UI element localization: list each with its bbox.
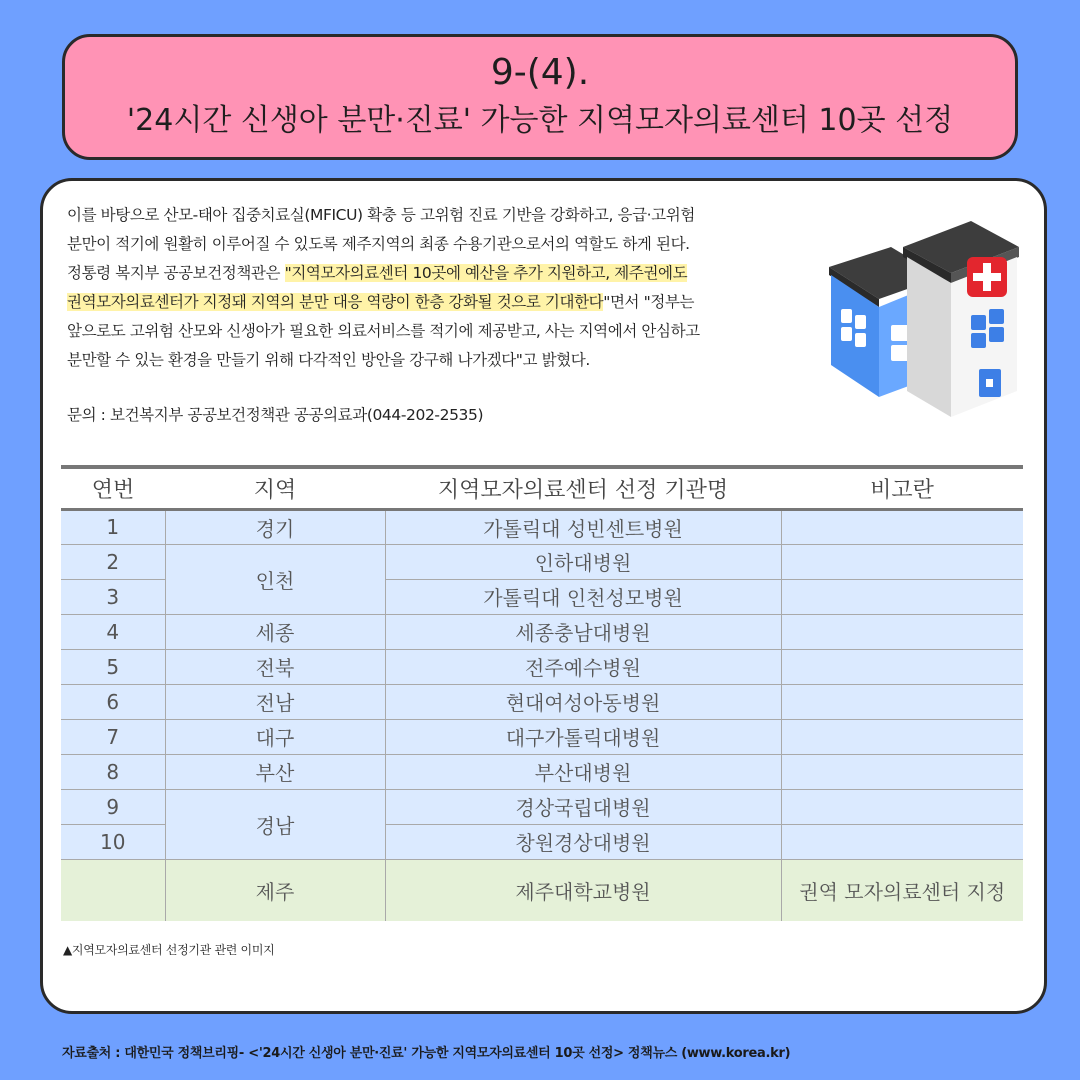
body-text: "면서 "정부는 xyxy=(603,293,695,311)
cell-no: 2 xyxy=(61,544,165,579)
cell-note xyxy=(781,789,1023,824)
cell-region: 전남 xyxy=(165,684,385,719)
cell-center-name: 인하대병원 xyxy=(385,544,781,579)
header-region: 지역 xyxy=(165,467,385,509)
body-line: 앞으로도 고위험 산모와 신생아가 필요한 의료서비스를 적기에 제공받고, 사는 지역에서 안심하고 xyxy=(67,322,700,340)
body-text: 정통령 복지부 공공보건정책관은 xyxy=(67,264,285,282)
cell-region: 전북 xyxy=(165,649,385,684)
cell-center-name: 현대여성아동병원 xyxy=(385,684,781,719)
cell-no: 1 xyxy=(61,509,165,544)
cell-note xyxy=(781,754,1023,789)
body-line: 분만할 수 있는 환경을 만들기 위해 다각적인 방안을 강구해 나가겠다"고 밝혔다. xyxy=(67,351,590,369)
table-row xyxy=(61,789,1023,824)
table-row xyxy=(61,614,1023,649)
cell-note: 권역 모자의료센터 지정 xyxy=(781,859,1023,921)
body-line: 이를 바탕으로 산모-태아 집중치료실(MFICU) 확충 등 고위험 진료 기반을 강화하고, 응급·고위험 xyxy=(67,206,695,224)
cell-no: 3 xyxy=(61,579,165,614)
cell-center-name: 부산대병원 xyxy=(385,754,781,789)
table-header-row xyxy=(61,467,1023,509)
cell-center-name: 가톨릭대 인천성모병원 xyxy=(385,579,781,614)
cell-center-name: 경상국립대병원 xyxy=(385,789,781,824)
header-center-name: 지역모자의료센터 선정 기관명 xyxy=(385,467,781,509)
cell-center-name: 제주대학교병원 xyxy=(385,859,781,921)
body-line: 분만이 적기에 원활히 이루어질 수 있도록 제주지역의 최종 수용기관으로서의 역할도 하게 된다. xyxy=(67,235,690,253)
cell-note xyxy=(781,684,1023,719)
cell-note xyxy=(781,509,1023,544)
cell-no: 7 xyxy=(61,719,165,754)
cell-note xyxy=(781,614,1023,649)
cell-region: 인천 xyxy=(165,544,385,614)
cell-center-name: 창원경상대병원 xyxy=(385,824,781,859)
body-line xyxy=(67,259,833,288)
cell-region: 세종 xyxy=(165,614,385,649)
cell-note xyxy=(781,824,1023,859)
quote-highlight: 권역모자의료센터가 지정돼 지역의 분만 대응 역량이 한층 강화될 것으로 기대한다 xyxy=(67,293,604,311)
article-body xyxy=(67,201,833,375)
cell-no: 5 xyxy=(61,649,165,684)
cell-center-name: 가톨릭대 성빈센트병원 xyxy=(385,509,781,544)
body-line xyxy=(67,288,833,317)
table-row-jeju xyxy=(61,859,1023,921)
section-number: 9-(4). xyxy=(490,52,590,93)
title-banner xyxy=(62,34,1018,160)
cell-region: 경기 xyxy=(165,509,385,544)
cell-no xyxy=(61,859,165,921)
cell-note xyxy=(781,719,1023,754)
center-table xyxy=(61,465,1023,921)
content-card xyxy=(40,178,1047,1014)
cell-no: 6 xyxy=(61,684,165,719)
contact-info: 문의 : 보건복지부 공공보건정책관 공공의료과(044-202-2535) xyxy=(67,406,484,424)
table-row xyxy=(61,684,1023,719)
image-caption: ▲지역모자의료센터 선정기관 관련 이미지 xyxy=(63,943,275,957)
table-row xyxy=(61,649,1023,684)
cell-no: 9 xyxy=(61,789,165,824)
page-title: '24시간 신생아 분만·진료' 가능한 지역모자의료센터 10곳 선정 xyxy=(126,103,954,138)
cell-no: 8 xyxy=(61,754,165,789)
hospital-building-icon xyxy=(821,207,1021,417)
cell-center-name: 대구가톨릭대병원 xyxy=(385,719,781,754)
table-row xyxy=(61,544,1023,579)
cell-region: 대구 xyxy=(165,719,385,754)
source-credit: 자료출처 : 대한민국 정책브리핑- <'24시간 신생아 분만·진료' 가능한 지역모자의료센터 10곳 선정> 정책뉴스 (www.korea.kr) xyxy=(62,1046,791,1061)
cell-note xyxy=(781,579,1023,614)
cell-center-name: 세종충남대병원 xyxy=(385,614,781,649)
cell-no: 4 xyxy=(61,614,165,649)
table-row xyxy=(61,719,1023,754)
header-note: 비고란 xyxy=(781,467,1023,509)
table-row xyxy=(61,754,1023,789)
table-row xyxy=(61,509,1023,544)
cell-region: 경남 xyxy=(165,789,385,859)
cell-region: 부산 xyxy=(165,754,385,789)
cell-center-name: 전주예수병원 xyxy=(385,649,781,684)
quote-highlight: "지역모자의료센터 10곳에 예산을 추가 지원하고, 제주권에도 xyxy=(284,264,688,282)
cell-no: 10 xyxy=(61,824,165,859)
header-no: 연번 xyxy=(61,467,165,509)
cell-note xyxy=(781,649,1023,684)
cell-note xyxy=(781,544,1023,579)
cell-region: 제주 xyxy=(165,859,385,921)
